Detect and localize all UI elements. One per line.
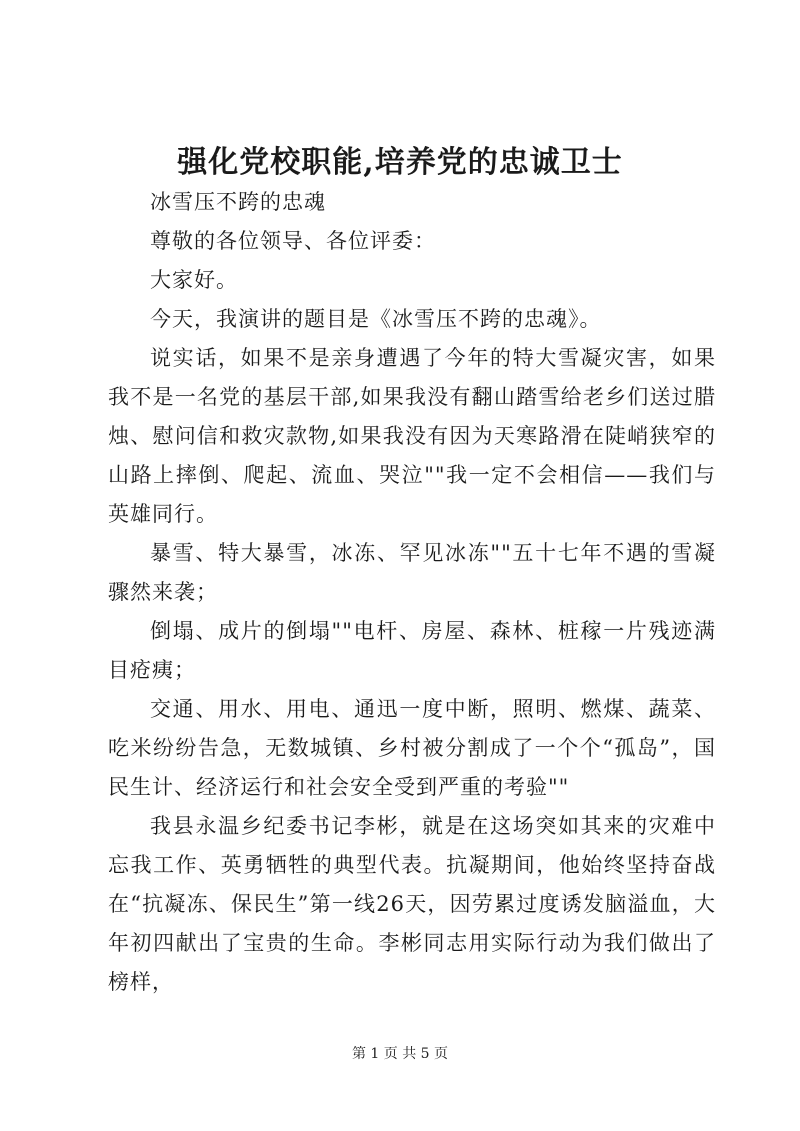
paragraph-4: 今天，我演讲的题目是《冰雪压不跨的忠魂》。 [150,307,602,331]
paragraph-5: 说实话，如果不是亲身遭遇了今年的特大雪凝灾害，如果我不是一名党的基层干部,如果我没有翻山踏雪给老乡们送过腊烛、慰问信和救灾款物,如果我没有因为天寒路滑在陡峭狭窄的山路上摔倒、爬起、流血、哭泣""我一定不会相信——我们与英雄同行。 [108,346,716,526]
paragraph-7: 倒塌、成片的倒塌""电杆、房屋、森林、桩稼一片残迹满目疮痍； [108,619,716,682]
page-footer: 第 1 页 共 5 页 [351,1046,449,1062]
paragraph-6: 暴雪、特大暴雪，冰冻、罕见冰冻""五十七年不遇的雪凝骤然来袭； [108,541,716,604]
paragraph-3: 大家好。 [150,268,238,292]
document-body [108,183,716,1002]
paragraph-9: 我县永温乡纪委书记李彬，就是在这场突如其来的灾难中忘我工作、英勇牺牲的典型代表。抗凝期间，他始终坚持奋战在“抗凝冻、保民生”第一线26天，因劳累过度诱发脑溢血，大年初四献出了宝贵的生命。李彬同志用实际行动为我们做出了榜样， [108,814,716,994]
document-title: 强化党校职能,培养党的忠诚卫士 [177,145,623,180]
paragraph-1: 冰雪压不跨的忠魂 [150,190,326,214]
paragraph-2: 尊敬的各位领导、各位评委： [150,229,436,253]
paragraph-8: 交通、用水、用电、通迅一度中断，照明、燃煤、蔬菜、吃米纷纷告急，无数城镇、乡村被分割成了一个个“孤岛”，国民生计、经济运行和社会安全受到严重的考验"" [108,697,716,799]
